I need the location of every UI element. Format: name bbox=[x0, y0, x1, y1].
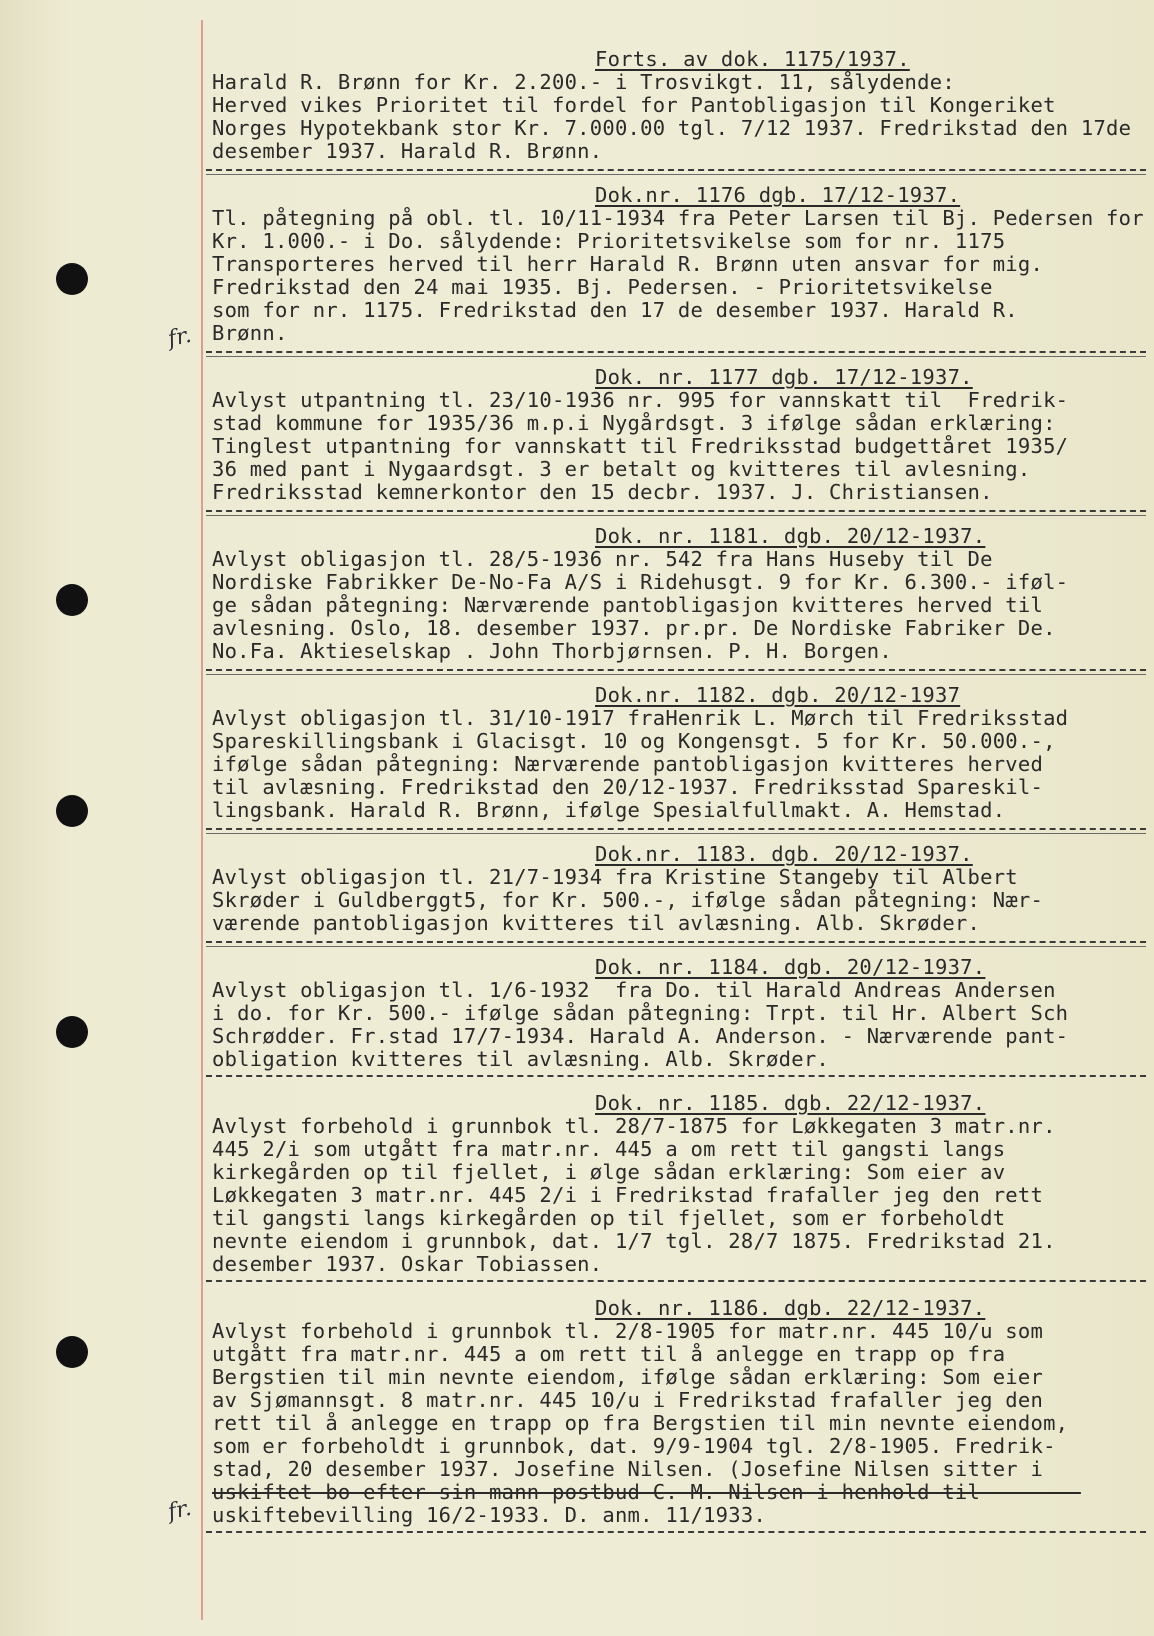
text-line: som er forbeholdt i grunnbok, dat. 9/9-1904 tgl. 2/8-1905. Fredrik- bbox=[212, 1434, 1056, 1458]
text-line: Fredrikstad den 24 mai 1935. Bj. Pedersen. - Prioritetsvikelse bbox=[212, 275, 993, 299]
text-line: Tl. påtegning på obl. tl. 10/11-1934 fra Peter Larsen til Bj. Pedersen for bbox=[212, 206, 1144, 230]
entry-heading: Dok. nr. 1186. dgb. 22/12-1937. bbox=[595, 1296, 986, 1320]
text-line: Avlyst obligasjon tl. 31/10-1917 fraHenrik L. Mørch til Fredriksstad bbox=[212, 706, 1069, 730]
punch-hole bbox=[56, 1336, 88, 1368]
separator bbox=[206, 351, 1146, 357]
separator bbox=[206, 510, 1146, 516]
entry bbox=[212, 684, 1140, 822]
text-line: som for nr. 1175. Fredrikstad den 17 de desember 1937. Harald R. bbox=[212, 298, 1018, 322]
text-line: værende pantobligasjon kvitteres til avlæsning. Alb. Skrøder. bbox=[212, 911, 981, 935]
text-line: Nordiske Fabrikker De-No-Fa A/S i Ridehusgt. 9 for Kr. 6.300.- iføl- bbox=[212, 570, 1069, 594]
text-line: ge sådan påtegning: Nærværende pantobligasjon kvitteres herved til bbox=[212, 593, 1044, 617]
text-line: til avlæsning. Fredrikstad den 20/12-1937. Fredriksstad Spareskil- bbox=[212, 775, 1044, 799]
entry bbox=[212, 366, 1140, 504]
punch-hole bbox=[56, 795, 88, 827]
text-line: Bergstien til min nevnte eiendom, ifølge sådan erklæring: Som eier bbox=[212, 1365, 1044, 1389]
entry-heading: Dok.nr. 1183. dgb. 20/12-1937. bbox=[595, 842, 973, 866]
text-line: 36 med pant i Nygaardsgt. 3 er betalt og kvitteres til avlesning. bbox=[212, 457, 1031, 481]
entry bbox=[212, 843, 1140, 935]
text-line: desember 1937. Harald R. Brønn. bbox=[212, 139, 603, 163]
text-line: No.Fa. Aktieselskap . John Thorbjørnsen. P. H. Borgen. bbox=[212, 639, 892, 663]
separator bbox=[206, 828, 1146, 834]
text-line: Avlyst obligasjon tl. 1/6-1932 fra Do. til Harald Andreas Andersen bbox=[212, 978, 1056, 1002]
text-line bbox=[212, 230, 1140, 253]
text-line: ifølge sådan påtegning: Nærværende pantobligasjon kvitteres herved bbox=[212, 752, 1044, 776]
text-line: av Sjømannsgt. 8 matr.nr. 445 10/u i Fredrikstad frafaller jeg den bbox=[212, 1388, 1044, 1412]
margin-rule bbox=[201, 20, 203, 1620]
page-heading: Forts. av dok. 1175/1937. bbox=[595, 47, 910, 71]
text-line: Schrødder. Fr.stad 17/7-1934. Harald A. Anderson. - Nærværende pant- bbox=[212, 1024, 1069, 1048]
separator bbox=[206, 669, 1146, 675]
text-line: Avlyst utpantning tl. 23/10-1936 nr. 995 for vannskatt til Fredrik- bbox=[212, 388, 1069, 412]
punch-hole bbox=[56, 584, 88, 616]
text-line: Herved vikes Prioritet til fordel for Pantobligasjon til Kongeriket bbox=[212, 93, 1056, 117]
text-line: desember 1937. Oskar Tobiassen. bbox=[212, 1252, 603, 1276]
entry bbox=[212, 71, 1140, 163]
text-line: rett til å anlegge en trapp op fra Bergstien til min nevnte eiendom, bbox=[212, 1411, 1069, 1435]
separator bbox=[206, 941, 1146, 947]
entry bbox=[212, 1092, 1140, 1276]
text-line: kirkegården op til fjellet, i ølge sådan erklæring: Som eier av bbox=[212, 1160, 1006, 1184]
text-line: Spareskillingsbank i Glacisgt. 10 og Kongensgt. 5 for Kr. 50.000.-, bbox=[212, 729, 1056, 753]
text-line: 445 2/i som utgått fra matr.nr. 445 a om rett til gangsti langs bbox=[212, 1137, 1006, 1161]
text-line: nevnte eiendom i grunnbok, dat. 1/7 tgl. 28/7 1875. Fredrikstad 21. bbox=[212, 1229, 1056, 1253]
text-line: Avlyst forbehold i grunnbok tl. 28/7-1875 for Løkkegaten 3 matr.nr. bbox=[212, 1114, 1056, 1138]
text-line: obligation kvitteres til avlæsning. Alb. Skrøder. bbox=[212, 1047, 830, 1071]
text-line: Norges Hypotekbank stor Kr. 7.000.00 tgl. 7/12 1937. Fredrikstad den 17de bbox=[212, 116, 1132, 140]
text-line: Brønn. bbox=[212, 321, 288, 345]
entry bbox=[212, 956, 1140, 1071]
text-line: stad, 20 desember 1937. Josefine Nilsen. (Josefine Nilsen sitter i bbox=[212, 1457, 1044, 1481]
entry-heading: Dok. nr. 1185. dgb. 22/12-1937. bbox=[595, 1091, 986, 1115]
entry bbox=[212, 183, 1144, 345]
separator bbox=[206, 1075, 1146, 1087]
text-line: Avlyst forbehold i grunnbok tl. 2/8-1905 for matr.nr. 445 10/u som bbox=[212, 1319, 1044, 1343]
separator bbox=[206, 169, 1146, 175]
margin-initial: fr. bbox=[165, 1495, 194, 1526]
text-line: avlesning. Oslo, 18. desember 1937. pr.pr. De Nordiske Fabriker De. bbox=[212, 616, 1056, 640]
punch-hole bbox=[56, 1016, 88, 1048]
text-line: stad kommune for 1935/36 m.p.i Nygårdsgt. 3 ifølge sådan erklæring: bbox=[212, 411, 1056, 435]
entry bbox=[212, 525, 1140, 663]
entry bbox=[212, 1297, 1140, 1527]
text-line: Skrøder i Guldberggt5, for Kr. 500.-, ifølge sådan påtegning: Nær- bbox=[212, 888, 1044, 912]
entry-heading: Dok. nr. 1177 dgb. 17/12-1937. bbox=[595, 365, 973, 389]
text-line: Avlyst obligasjon tl. 21/7-1934 fra Kristine Stangeby til Albert bbox=[212, 865, 1018, 889]
entry-heading: Dok. nr. 1181. dgb. 20/12-1937. bbox=[595, 524, 986, 548]
separator bbox=[206, 1531, 1146, 1543]
text-line: Tinglest utpantning for vannskatt til Fredriksstad budgettåret 1935/ bbox=[212, 434, 1069, 458]
entry-heading: Dok.nr. 1176 dgb. 17/12-1937. bbox=[595, 183, 961, 207]
text-line: lingsbank. Harald R. Brønn, ifølge Spesialfullmakt. A. Hemstad. bbox=[212, 798, 1006, 822]
text-line: Transporteres herved til herr Harald R. Brønn uten ansvar for mig. bbox=[212, 252, 1044, 276]
entry-heading: Dok. nr. 1184. dgb. 20/12-1937. bbox=[595, 955, 986, 979]
punch-hole bbox=[56, 263, 88, 295]
separator bbox=[206, 1280, 1146, 1292]
text-line: Kr. 1.000.- i Do. sålydende: Prioritetsvikelse som for nr. 1175 bbox=[212, 229, 1006, 253]
text-line: Harald R. Brønn for Kr. 2.200.- i Trosvikgt. 11, sålydende: bbox=[212, 70, 955, 94]
text-line: Fredriksstad kemnerkontor den 15 decbr. 1937. J. Christiansen. bbox=[212, 480, 993, 504]
text-line: Avlyst obligasjon tl. 28/5-1936 nr. 542 fra Hans Huseby til De bbox=[212, 547, 993, 571]
text-line: i do. for Kr. 500.- ifølge sådan påtegning: Trpt. til Hr. Albert Sch bbox=[212, 1001, 1069, 1025]
margin-initial: fr. bbox=[165, 322, 194, 353]
text-line: uskiftebevilling 16/2-1933. D. anm. 11/1933. bbox=[212, 1503, 767, 1527]
text-line: til gangsti langs kirkegården op til fjellet, som er forbeholdt bbox=[212, 1206, 1006, 1230]
text-line: Løkkegaten 3 matr.nr. 445 2/i i Fredrikstad frafaller jeg den rett bbox=[212, 1183, 1044, 1207]
entry-heading: Dok.nr. 1182. dgb. 20/12-1937 bbox=[595, 683, 961, 707]
struck-text-line: uskiftet bo efter sin mann postbud C. M. Nilsen i henhold til-------- bbox=[212, 1480, 1081, 1504]
text-line: utgått fra matr.nr. 445 a om rett til å anlegge en trapp op fra bbox=[212, 1342, 1006, 1366]
document-body bbox=[212, 47, 1144, 1548]
